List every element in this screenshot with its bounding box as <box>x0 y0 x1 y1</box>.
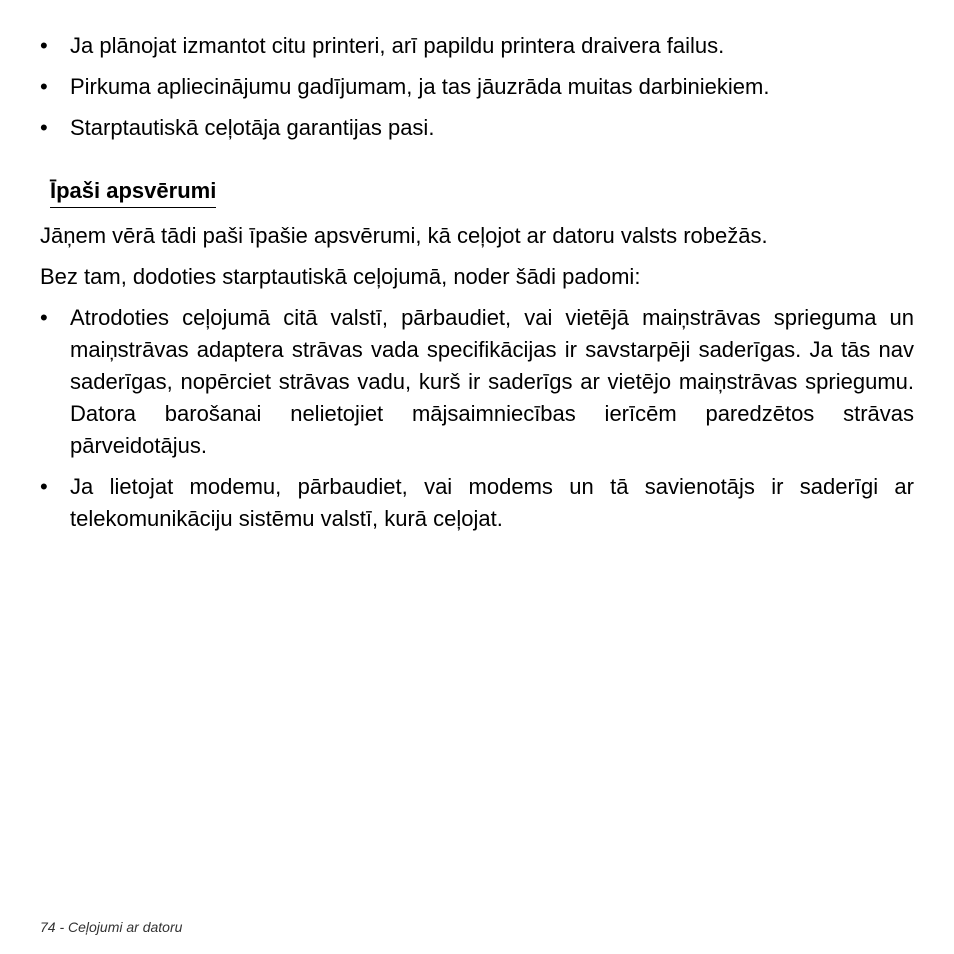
list-item <box>40 71 914 103</box>
list-item <box>40 112 914 144</box>
bullet-icon: • <box>40 305 48 330</box>
bullet-icon: • <box>40 74 48 99</box>
list-item-text: Starptautiskā ceļotāja garantijas pasi. <box>70 115 435 140</box>
tips-list <box>40 302 914 535</box>
list-item <box>40 471 914 535</box>
tips-intro-paragraph: Bez tam, dodoties starptautiskā ceļojumā, noder šādi padomi: <box>40 264 641 289</box>
bullet-icon: • <box>40 33 48 58</box>
page-footer: 74 - Ceļojumi ar datoru <box>40 919 183 935</box>
requirements-list <box>40 30 914 144</box>
list-item-text: Atrodoties ceļojumā citā valstī, pārbaudiet, vai vietējā maiņstrāvas sprieguma un maiņstrāvas adaptera strāvas vada specifikācijas ir savstarpēji saderīgas. Ja tās nav saderīgas, nopērciet strāvas vadu, kurš ir saderīgs ar vietējo maiņstrāvas spriegumu. Datora barošanai nelietojiet mājsaimniecības ierīcēm paredzētos strāvas pārveidotājus. <box>70 305 914 458</box>
list-item <box>40 30 914 62</box>
section-heading: Īpaši apsvērumi <box>50 175 216 208</box>
document-page <box>40 30 914 544</box>
bullet-icon: • <box>40 474 48 499</box>
list-item <box>40 302 914 462</box>
list-item-text: Ja plānojat izmantot citu printeri, arī papildu printera draivera failus. <box>70 33 725 58</box>
list-item-text: Ja lietojat modemu, pārbaudiet, vai modems un tā savienotājs ir saderīgi ar telekomunikāciju sistēmu valstī, kurā ceļojat. <box>70 474 914 531</box>
bullet-icon: • <box>40 115 48 140</box>
list-item-text: Pirkuma apliecinājumu gadījumam, ja tas jāuzrāda muitas darbiniekiem. <box>70 74 770 99</box>
intro-paragraph: Jāņem vērā tādi paši īpašie apsvērumi, kā ceļojot ar datoru valsts robežās. <box>40 223 768 248</box>
